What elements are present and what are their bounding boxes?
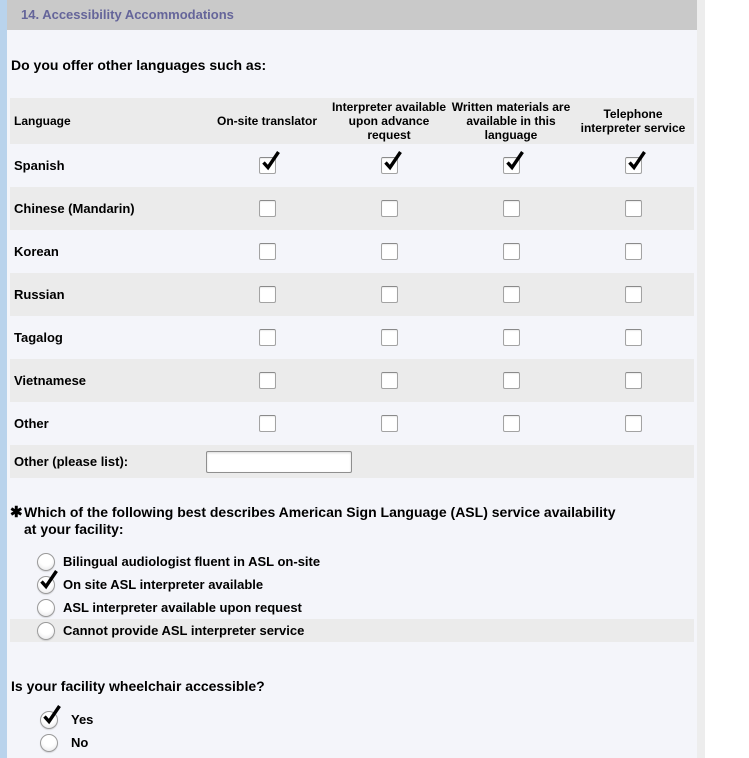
matrix-cell	[206, 200, 328, 217]
wheelchair-option-no[interactable]	[10, 731, 694, 754]
section-header-bar	[7, 0, 697, 30]
asl-option-bilingual-audiologist-fluent-in-asl-on-site[interactable]	[10, 550, 694, 573]
checkbox-other-telephone-interpreter-service[interactable]	[625, 415, 642, 432]
matrix-cell	[206, 157, 328, 174]
asl-option-label[interactable]: Bilingual audiologist fluent in ASL on-site	[63, 554, 321, 569]
other-language-row	[10, 445, 694, 478]
matrix-cell	[450, 329, 572, 346]
asl-options	[10, 550, 694, 642]
language-row-label: Chinese (Mandarin)	[14, 201, 135, 216]
matrix-cell	[328, 415, 450, 432]
wheelchair-option-label[interactable]: Yes	[71, 712, 94, 727]
asl-radio-asl-interpreter-available-upon-request[interactable]	[37, 599, 55, 617]
checkbox-spanish-written-materials-are-available-in-this-language[interactable]	[503, 157, 520, 174]
checkbox-vietnamese-interpreter-available-upon-advance-request[interactable]	[381, 372, 398, 389]
checkbox-korean-telephone-interpreter-service[interactable]	[625, 243, 642, 260]
asl-radio-bilingual-audiologist-fluent-in-asl-on-site[interactable]	[37, 553, 55, 571]
language-row-spanish	[10, 144, 694, 187]
checkbox-russian-on-site-translator[interactable]	[259, 286, 276, 303]
required-asterisk-icon: ✱	[10, 504, 23, 521]
language-row-label: Russian	[14, 287, 65, 302]
language-row-label: Korean	[14, 244, 59, 259]
matrix-cell	[206, 243, 328, 260]
matrix-cell	[572, 243, 694, 260]
matrix-cell	[328, 200, 450, 217]
matrix-cell	[572, 329, 694, 346]
column-header-written-materials-are-available-in-this-language: Written materials are available in this language	[451, 100, 571, 142]
wheelchair-radio-no[interactable]	[40, 734, 58, 752]
asl-option-cannot-provide-asl-interpreter-service[interactable]	[10, 619, 694, 642]
section-title: 14. Accessibility Accommodations	[21, 7, 234, 22]
language-row-russian	[10, 273, 694, 316]
other-language-input[interactable]	[206, 451, 352, 473]
checkbox-tagalog-interpreter-available-upon-advance-request[interactable]	[381, 329, 398, 346]
checkbox-korean-written-materials-are-available-in-this-language[interactable]	[503, 243, 520, 260]
matrix-cell	[328, 157, 450, 174]
wheelchair-option-label[interactable]: No	[71, 735, 89, 750]
matrix-cell	[450, 200, 572, 217]
matrix-cell	[572, 372, 694, 389]
checkbox-tagalog-written-materials-are-available-in-this-language[interactable]	[503, 329, 520, 346]
matrix-cell	[450, 372, 572, 389]
column-header-on-site-translator: On-site translator	[216, 114, 318, 128]
asl-option-asl-interpreter-available-upon-request[interactable]	[10, 596, 694, 619]
matrix-cell	[328, 329, 450, 346]
checkbox-chinese-mandarin-on-site-translator[interactable]	[259, 200, 276, 217]
checkmark-icon	[625, 149, 648, 172]
wheelchair-radio-yes[interactable]	[40, 711, 58, 729]
asl-option-on-site-asl-interpreter-available[interactable]	[10, 573, 694, 596]
language-row-label: Spanish	[14, 158, 65, 173]
checkbox-vietnamese-written-materials-are-available-in-this-language[interactable]	[503, 372, 520, 389]
wheelchair-question-prompt: Is your facility wheelchair accessible?	[11, 678, 265, 694]
matrix-cell	[328, 243, 450, 260]
matrix-cell	[572, 200, 694, 217]
other-language-label: Other (please list):	[14, 454, 129, 469]
wheelchair-options	[10, 708, 694, 754]
column-header-telephone-interpreter-service: Telephone interpreter service	[580, 107, 686, 135]
wheelchair-option-yes[interactable]	[10, 708, 694, 731]
matrix-cell	[206, 329, 328, 346]
checkmark-icon	[381, 149, 404, 172]
language-question-prompt: Do you offer other languages such as:	[11, 57, 267, 73]
checkmark-icon	[259, 149, 282, 172]
checkbox-russian-telephone-interpreter-service[interactable]	[625, 286, 642, 303]
checkbox-vietnamese-telephone-interpreter-service[interactable]	[625, 372, 642, 389]
matrix-cell	[206, 415, 328, 432]
checkbox-chinese-mandarin-interpreter-available-upon-advance-request[interactable]	[381, 200, 398, 217]
checkbox-tagalog-on-site-translator[interactable]	[259, 329, 276, 346]
checkmark-icon	[40, 703, 63, 726]
asl-option-label[interactable]: Cannot provide ASL interpreter service	[63, 623, 305, 638]
matrix-cell	[206, 286, 328, 303]
checkbox-korean-interpreter-available-upon-advance-request[interactable]	[381, 243, 398, 260]
language-table	[10, 98, 694, 478]
language-row-label: Vietnamese	[14, 373, 87, 388]
checkbox-other-on-site-translator[interactable]	[259, 415, 276, 432]
asl-radio-cannot-provide-asl-interpreter-service[interactable]	[37, 622, 55, 640]
table-header-row	[10, 98, 694, 144]
language-table-body	[10, 144, 694, 445]
asl-radio-on-site-asl-interpreter-available[interactable]	[37, 576, 55, 594]
matrix-cell	[572, 286, 694, 303]
matrix-cell	[450, 157, 572, 174]
checkbox-russian-interpreter-available-upon-advance-request[interactable]	[381, 286, 398, 303]
column-header-interpreter-available-upon-advance-request: Interpreter available upon advance request	[331, 100, 447, 142]
asl-question-prompt: Which of the following best describes American Sign Language (ASL) service availability at your facility:	[24, 504, 616, 537]
matrix-cell	[328, 286, 450, 303]
matrix-cell	[450, 415, 572, 432]
matrix-cell	[328, 372, 450, 389]
asl-option-label[interactable]: On site ASL interpreter available	[63, 577, 264, 592]
page-left-edge	[0, 0, 7, 758]
asl-question	[10, 504, 620, 538]
checkbox-korean-on-site-translator[interactable]	[259, 243, 276, 260]
language-row-chinese-mandarin	[10, 187, 694, 230]
matrix-cell	[450, 286, 572, 303]
checkbox-vietnamese-on-site-translator[interactable]	[259, 372, 276, 389]
asl-option-label[interactable]: ASL interpreter available upon request	[63, 600, 302, 615]
checkbox-chinese-mandarin-written-materials-are-available-in-this-language[interactable]	[503, 200, 520, 217]
checkbox-russian-written-materials-are-available-in-this-language[interactable]	[503, 286, 520, 303]
language-row-tagalog	[10, 316, 694, 359]
checkbox-spanish-interpreter-available-upon-advance-request[interactable]	[381, 157, 398, 174]
language-row-korean	[10, 230, 694, 273]
matrix-cell	[572, 415, 694, 432]
checkbox-chinese-mandarin-telephone-interpreter-service[interactable]	[625, 200, 642, 217]
checkbox-tagalog-telephone-interpreter-service[interactable]	[625, 329, 642, 346]
language-row-other	[10, 402, 694, 445]
language-row-label: Other	[14, 416, 49, 431]
matrix-cell	[450, 243, 572, 260]
language-row-vietnamese	[10, 359, 694, 402]
matrix-cell	[572, 157, 694, 174]
checkbox-other-interpreter-available-upon-advance-request[interactable]	[381, 415, 398, 432]
checkbox-other-written-materials-are-available-in-this-language[interactable]	[503, 415, 520, 432]
language-row-label: Tagalog	[14, 330, 63, 345]
column-header-language: Language	[14, 114, 71, 128]
matrix-cell	[206, 372, 328, 389]
checkmark-icon	[503, 149, 526, 172]
page-right-edge	[697, 0, 705, 758]
survey-page	[7, 0, 697, 758]
checkbox-spanish-on-site-translator[interactable]	[259, 157, 276, 174]
checkbox-spanish-telephone-interpreter-service[interactable]	[625, 157, 642, 174]
